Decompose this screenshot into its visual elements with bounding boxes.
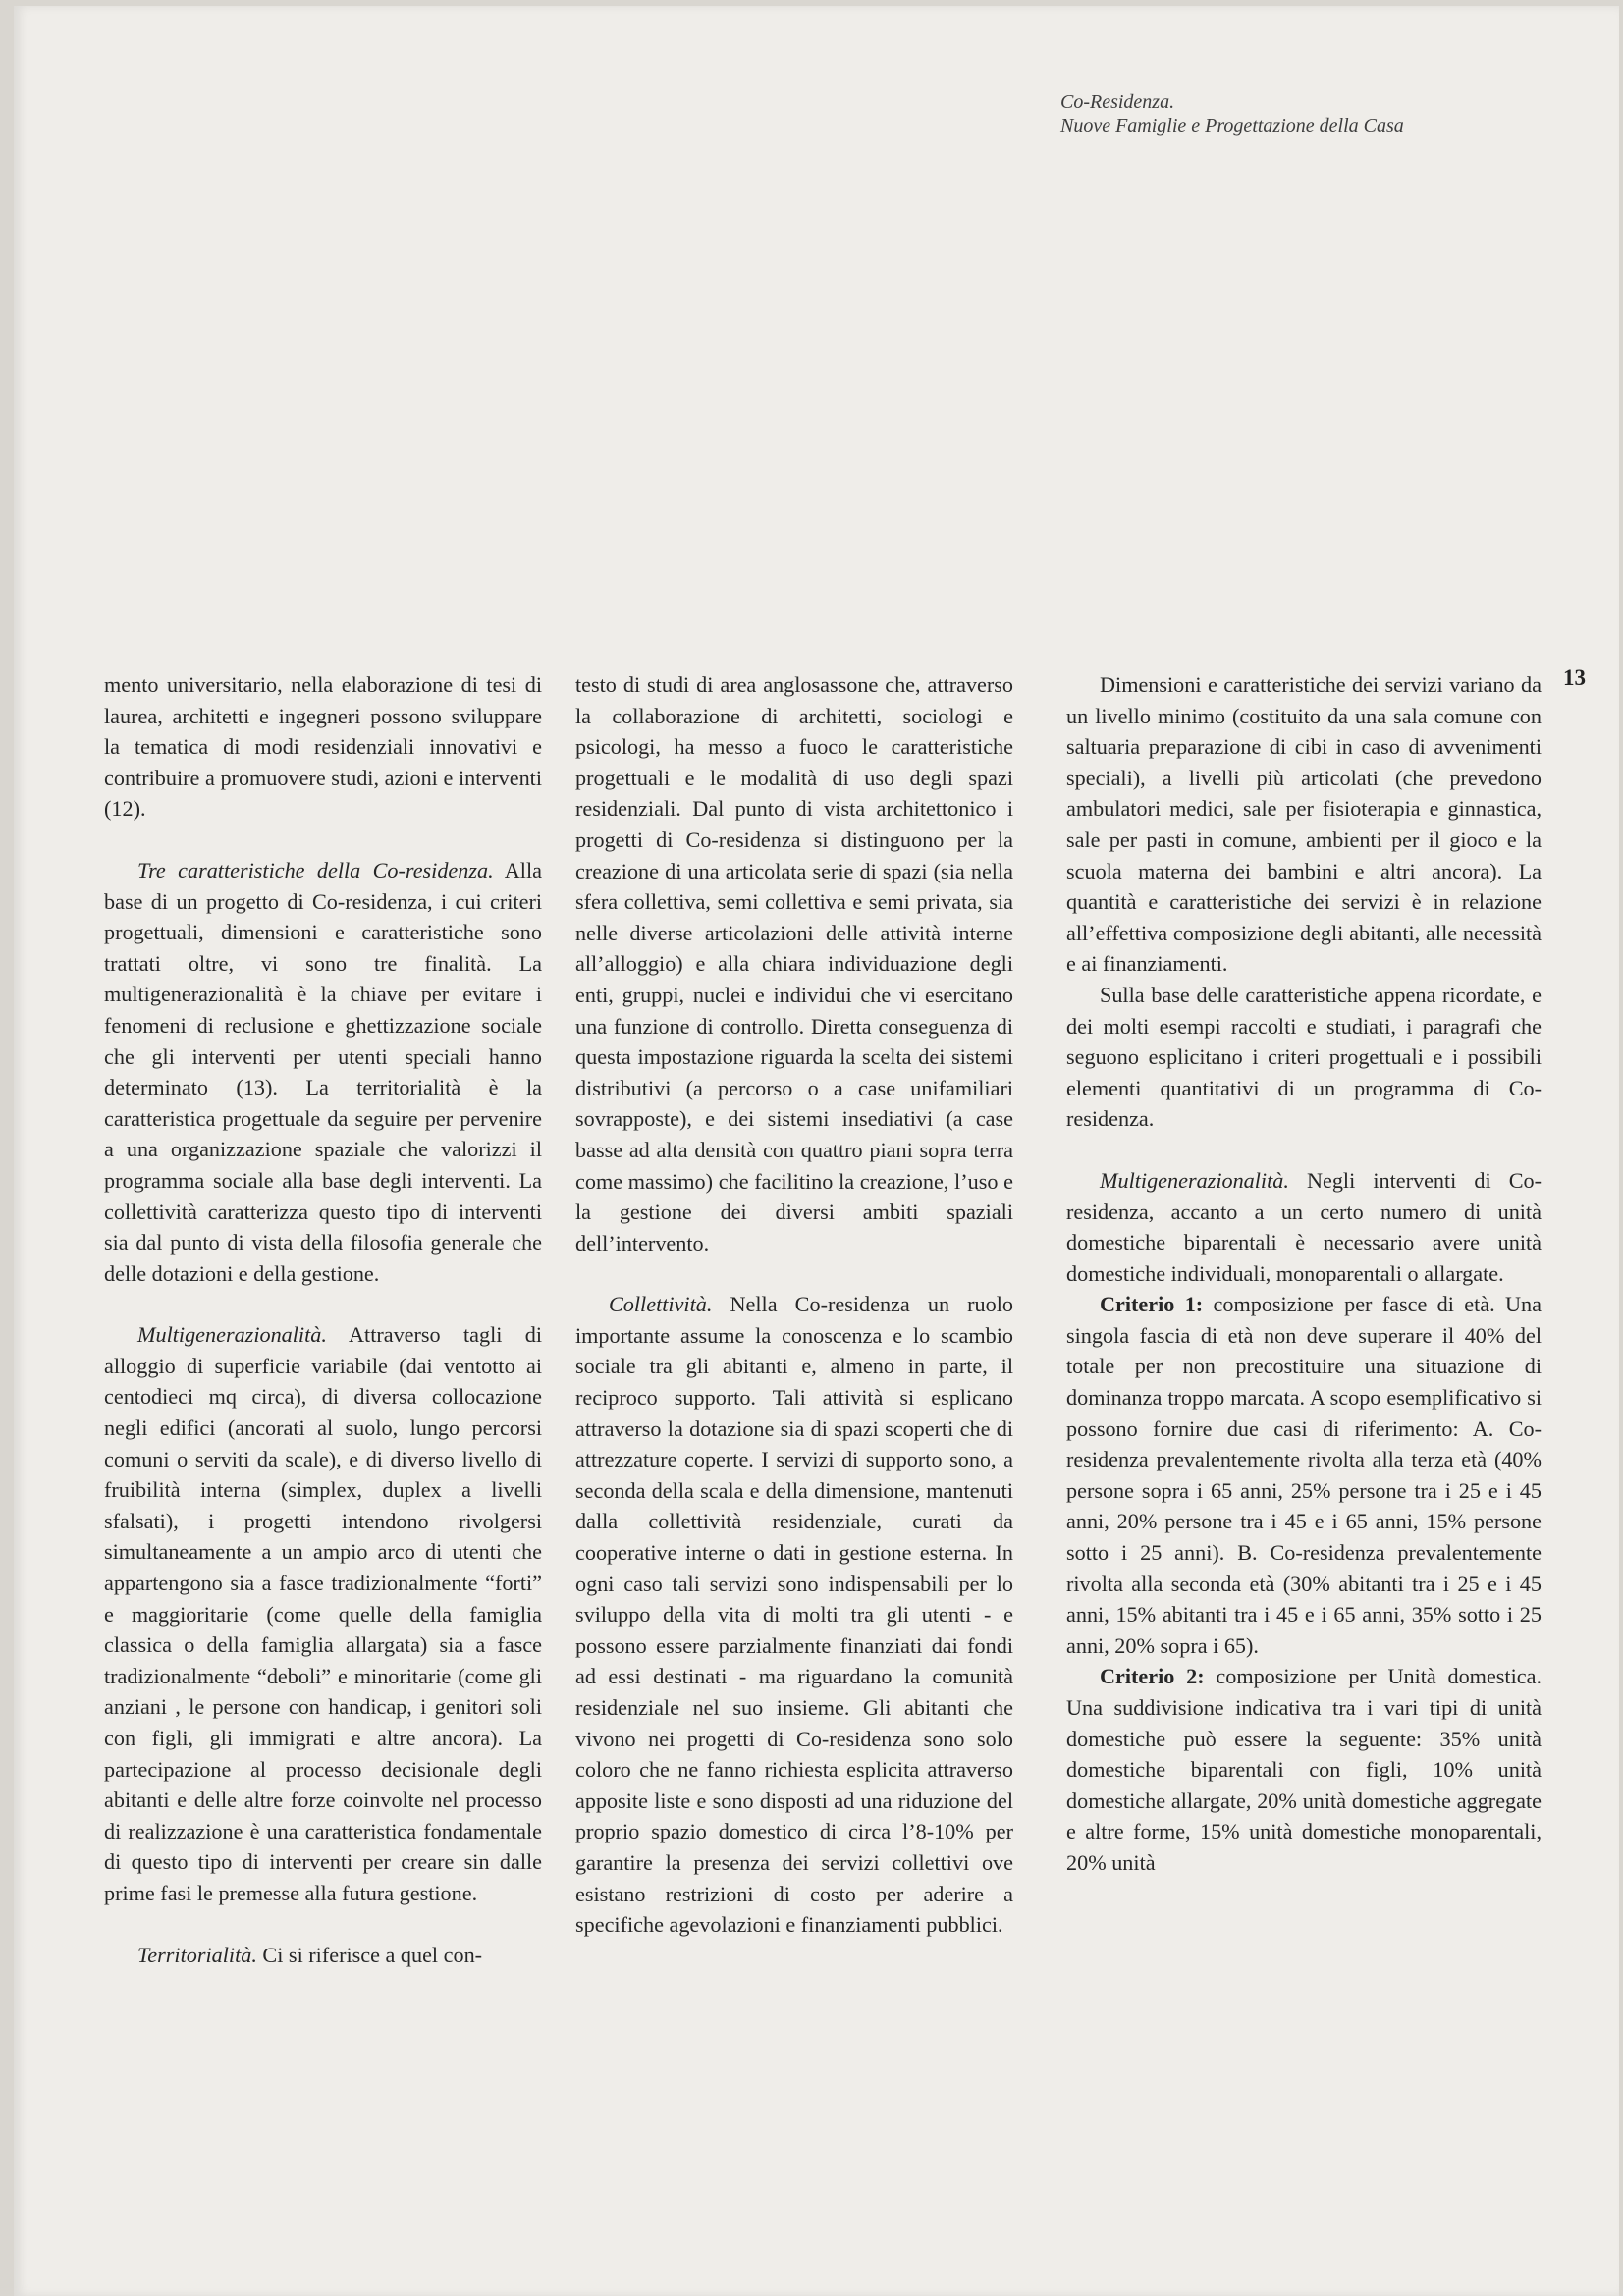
paragraph [575, 1289, 1013, 1940]
paragraph-text: Nella Co-residenza un ruolo importante assume la conoscenza e lo scambio sociale tra gli abitanti e, almeno in parte, il reciproco supporto. Tali attività si esplicano attraverso la dotazione sia di spazi scoperti che di attrezzature coperte. I servizi di supporto sono, a seconda della scala e della dimensione, mantenuti dalla collettività residenziale, curati da cooperative interne o dati in gestione esterna. In ogni caso tali servizi sono indispensabili per lo sviluppo della vita di molti tra gli utenti - e possono essere parzialmente finanziati dai fondi ad essi destinati - ma riguardano la comunità residenziale nel suo insieme. Gli abitanti che vivono nei progetti di Co-residenza sono solo coloro che ne fanno richiesta esplicita attraverso apposite liste e sono disposti ad una riduzione del proprio spazio domestico di circa l’8-10% per garantire la presenza dei servizi collettivi ove esistano restrizioni di costo per aderire a specifiche agevolazioni e finanziamenti pubblici. [575, 1292, 1013, 1938]
paragraph: mento universitario, nella elaborazione di tesi di laurea, architetti e ingegneri possono sviluppare la tematica di modi residenziali innovativi e contribuire a promuovere studi, azioni e interventi (12). [104, 672, 542, 822]
page-number: 13 [1563, 666, 1586, 690]
paragraph [104, 1319, 542, 1908]
section-heading: Collettività. [609, 1292, 713, 1317]
paragraph: Dimensioni e caratteristiche dei servizi variano da un livello minimo (costituito da una sala comune con saltuaria preparazione di cibi in caso di avvenimenti speciali), a livelli più articolati (che prevedono ambulatori medici, sale per fisioterapia e ginnastica, sale per pasti in comune, ambienti per il gioco e la scuola materna dei bambini e altri ancora). La quantità e caratteristiche dei servizi è in relazione all’effettiva composizione degli abitanti, alle necessità e ai finanziamenti. [1066, 672, 1542, 977]
text-column-1 [104, 669, 542, 1970]
paragraph: testo di studi di area anglosassone che, attraverso la collaborazione di architetti, sociologi e psicologi, ha messo a fuoco le caratteristiche progettuali e le modalità di uso degli spazi residenziali. Dal punto di vista architettonico i progetti di Co-residenza si distinguono per la creazione di una articolata serie di spazi (sia nella sfera collettiva, semi collettiva e semi privata, sia nelle diverse articolazioni delle attività interne all’alloggio) e alla chiara individuazione degli enti, gruppi, nuclei e individui che vi esercitano una funzione di controllo. Diretta conseguenza di questa impostazione riguarda la scelta dei sistemi distributivi (a percorso o a case unifamiliari sovrapposte), e dei sistemi insediativi (a case basse ad alta densità con quattro piani sopra terra come massimo) che facilitino la creazione, l’uso e la gestione dei diversi ambiti spaziali dell’intervento. [575, 672, 1013, 1255]
paragraph-text: composizione per fasce di età. Una singola fascia di età non deve superare il 40% del totale per non precostituire una situazione di dominanza troppo marcata. A scopo esemplificativo si possono fornire due casi di riferimento: A. Co-residenza prevalentemente rivolta alla terza età (40% persone sopra i 65 anni, 25% persone tra i 25 e i 45 anni, 20% persone tra i 45 e i 65 anni, 15% persone sotto i 25 anni). B. Co-residenza prevalentemente rivolta alla seconda età (30% abitanti tra i 25 e i 45 anni, 15% abitanti tra i 45 e i 65 anni, 35% sotto i 25 anni, 20% sopra i 65). [1066, 1292, 1542, 1658]
paragraph [1066, 1661, 1542, 1878]
text-column-3 [1066, 669, 1542, 1879]
header-subtitle: Nuove Famiglie e Progettazione della Casa [1060, 115, 1404, 136]
text-column-2 [575, 669, 1013, 1941]
header-title: Co-Residenza. [1060, 91, 1175, 113]
paragraph [1066, 1289, 1542, 1661]
paragraph [104, 1940, 542, 1971]
section-heading: Multigenerazionalità. [1100, 1167, 1289, 1193]
book-page [14, 6, 1619, 2296]
section-heading: Multigenerazionalità. [137, 1322, 327, 1348]
paragraph-text: composizione per Unità domestica. Una suddivisione indicativa tra i vari tipi di unità domestiche può essere la seguente: 35% unità domestiche biparentali con figli, 10% unità domestiche allargate, 20% unità domestiche aggregate e altre forme, 15% unità domestiche monoparentali, 20% unità [1066, 1664, 1542, 1875]
paragraph [104, 855, 542, 1289]
paragraph-text: Attraverso tagli di alloggio di superficie variabile (dai ventotto ai centodieci mq circa), di diversa collocazione negli edifici (ancorati al suolo, lungo percorsi comuni o serviti da scale), e di diverso livello di fruibilità interna (simplex, duplex a livelli sfalsati), i progetti intendono rivolgersi simultaneamente a un ampio arco di utenti che appartengono sia a fasce tradizionalmente “forti” e maggioritarie (come quelle della famiglia classica o della famiglia allargata) sia a fasce tradizionalmente “deboli” e minoritarie (come gli anziani , le persone con handicap, i genitori soli con figli, gli immigrati e altre ancora). La partecipazione al processo decisionale degli abitanti e delle altre forze coinvolte nel processo di realizzazione è una caratteristica fondamentale di questo tipo di interventi per creare sin dalle prime fasi le premesse alla futura gestione. [104, 1322, 542, 1905]
criterion-label: Criterio 2: [1100, 1664, 1205, 1689]
paragraph-text: Alla base di un progetto di Co-residenza, i cui criteri progettuali, dimensioni e caratteristiche sono trattati oltre, vi sono tre finalità. La multigenerazionalità è la chiave per evitare i fenomeni di reclusione e ghettizzazione sociale che gli interventi per utenti speciali hanno determinato (13). La territorialità è la caratteristica progettuale da seguire per pervenire a una organizzazione spaziale che valorizzi il programma sociale alla base degli interventi. La collettività caratterizza questo tipo di interventi sia dal punto di vista della filosofia generale che delle dotazioni e della gestione. [104, 857, 542, 1286]
section-heading: Tre caratteristiche della Co-residenza. [137, 857, 494, 882]
running-header [1060, 90, 1404, 137]
section-heading: Territorialità. [137, 1942, 257, 1967]
paragraph-text: Ci si riferisce a quel con- [256, 1942, 483, 1967]
paragraph [1066, 1165, 1542, 1289]
paragraph: Sulla base delle caratteristiche appena ricordate, e dei molti esempi raccolti e studiati, i paragrafi che seguono esplicitano i criteri progettuali e i possibili elementi quantitativi di un programma di Co-residenza. [1066, 982, 1542, 1132]
paragraph-text: Negli interventi di Co-residenza, accanto a un certo numero di unità domestiche biparentali è necessario avere unità domestiche individuali, monoparentali o allargate. [1066, 1167, 1542, 1286]
criterion-label: Criterio 1: [1100, 1292, 1204, 1317]
